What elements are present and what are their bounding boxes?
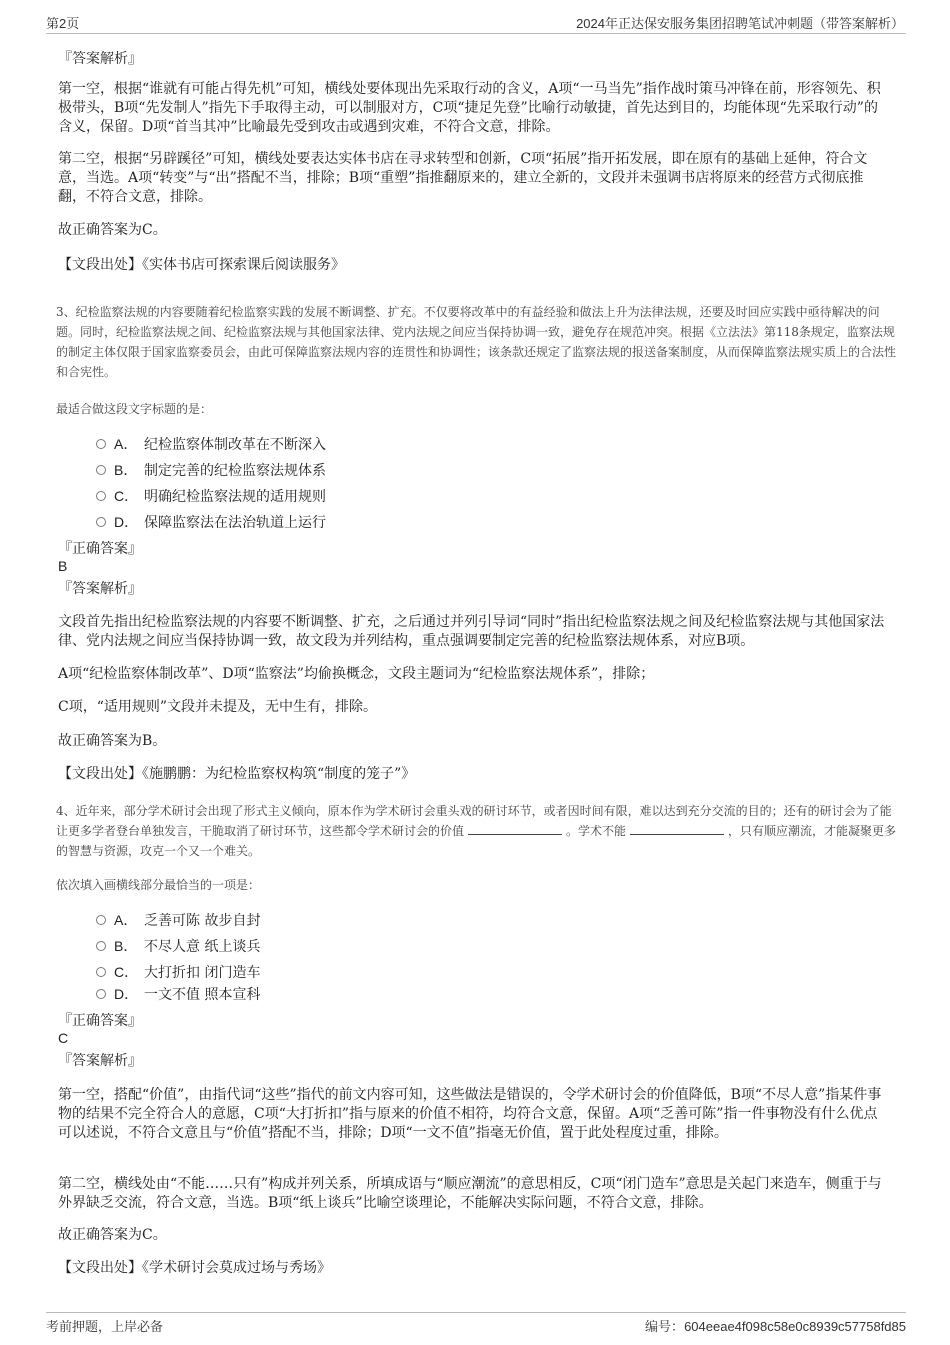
blank-1[interactable]: [468, 822, 562, 835]
q4-option-c[interactable]: C． 大打折扣 闭门造车: [96, 962, 260, 982]
page-number: 第2页: [46, 16, 80, 31]
q3-stem: 3、纪检监察法规的内容要随着纪检监察实践的发展不断调整、扩充。不仅要将改革中的有益经验和做法上升为法律法规，还要及时回应实践中亟待解决的问题。同时，纪检监察法规之间、纪检监察法规与其他国家法律、党内法规之间应当保持协调一致，避免存在规范冲突。根据《立法法》第118条规定，监察法规的制定主体仅限于国家监察委员会，由此可保障监察法规内容的连贯性和协调性；该条款还规定了监察法规的报送备案制度，从而保障监察法规实质上的合法性和合宪性。: [56, 305, 897, 379]
footer-slogan: 考前押题，上岸必备: [46, 1319, 164, 1334]
q4-source: 【文段出处】《学术研讨会莫成过场与秀场》: [58, 1260, 331, 1276]
q3-answer: B: [58, 558, 68, 574]
radio-icon[interactable]: [96, 465, 106, 475]
page-footer: [46, 1312, 906, 1335]
q3-option-a[interactable]: A． 纪检监察体制改革在不断深入: [96, 434, 326, 454]
q4-option-d[interactable]: D． 一文不值 照本宣科: [96, 984, 260, 1004]
q4-analysis-p1: 第一空，搭配“价值”，由指代词“这些”指代的前文内容可知，这些做法是错误的，令学术研讨会的价值降低，B项“不尽人意”指某件事物的结果不完全符合人的意愿，C项“大打折扣”指与原来的价值不相符，均符合文意，保留。A项“乏善可陈”指一件事物没有什么优点可以述说，不符合文意且与“价值”搭配不当，排除；D项“一文不值”指毫无价值，置于此处程度过重，排除。: [58, 1087, 882, 1141]
q3-conclusion: 故正确答案为B。: [58, 733, 167, 749]
q3-option-c[interactable]: C． 明确纪检监察法规的适用规则: [96, 486, 326, 506]
q2-conclusion: 故正确答案为C。: [58, 222, 167, 238]
page-header: [46, 11, 906, 34]
document-title: 2024年正达保安服务集团招聘笔试冲刺题（带答案解析）: [576, 16, 904, 31]
radio-icon[interactable]: [96, 439, 106, 449]
q3-answer-label: 『正确答案』: [58, 541, 142, 557]
radio-icon[interactable]: [96, 915, 106, 925]
q4-analysis-p2: 第二空，横线处由“不能……只有”构成并列关系，所填成语与“顺应潮流”的意思相反，C项“闭门造车”意思是关起门来造车，侧重于与外界缺乏交流，符合文意，当选。B项“纸上谈兵”比喻空谈理论，不能解决实际问题，不符合文意，排除。: [58, 1176, 882, 1211]
radio-icon[interactable]: [96, 517, 106, 527]
q4-stem: 4、近年来，部分学术研讨会出现了形式主义倾向，原本作为学术研讨会重头戏的研讨环节，或者因时间有限，难以达到充分交流的目的；还有的研讨会为了能让更多学者登台单独发言，干脆取消了研讨环节，这些都令学术研讨会的价值 。学术不能 ，只有顺应潮流，才能凝聚更多的智慧与资源，攻克一个又一个难关。: [56, 804, 897, 858]
q3-prompt: 最适合做这段文字标题的是：: [56, 402, 213, 416]
q4-answer: C: [58, 1030, 69, 1046]
q4-prompt: 依次填入画横线部分最恰当的一项是：: [56, 878, 261, 892]
q3-analysis-p1: 文段首先指出纪检监察法规的内容要不断调整、扩充，之后通过并列引导词“同时”指出纪检监察法规之间及纪检监察法规与其他国家法律、党内法规之间应当保持协调一致，故文段为并列结构，重点强调要制定完善的纪检监察法规体系，对应B项。: [58, 614, 885, 649]
radio-icon[interactable]: [96, 941, 106, 951]
q4-analysis-label: 『答案解析』: [58, 1053, 142, 1069]
q4-option-a[interactable]: A． 乏善可陈 故步自封: [96, 910, 260, 930]
document-code: 编号：604eeae4f098c58e0c8939c57758fd85: [645, 1319, 906, 1334]
q4-option-b[interactable]: B． 不尽人意 纸上谈兵: [96, 936, 260, 956]
radio-icon[interactable]: [96, 967, 106, 977]
q4-conclusion: 故正确答案为C。: [58, 1227, 167, 1243]
q4-answer-label: 『正确答案』: [58, 1013, 142, 1029]
q3-option-d[interactable]: D． 保障监察法在法治轨道上运行: [96, 512, 326, 532]
q3-source: 【文段出处】《施鹏鹏：为纪检监察权构筑“制度的笼子”》: [58, 766, 416, 782]
q2-analysis-label: 『答案解析』: [58, 51, 142, 67]
radio-icon[interactable]: [96, 989, 106, 999]
q2-source: 【文段出处】《实体书店可探索课后阅读服务》: [58, 257, 345, 273]
radio-icon[interactable]: [96, 491, 106, 501]
q3-option-b[interactable]: B． 制定完善的纪检监察法规体系: [96, 460, 326, 480]
q2-analysis-p1: 第一空，根据“谁就有可能占得先机”可知，横线处要体现出先采取行动的含义，A项“一马当先”指作战时策马冲锋在前，形容领先、积极带头，B项“先发制人”指先下手取得主动，可以制服对方，C项“捷足先登”比喻行动敏捷，首先达到目的，均能体现“先采取行动”的含义，保留。D项“首当其冲”比喻最先受到攻击或遇到灾难，不符合文意，排除。: [58, 81, 881, 135]
q3-analysis-label: 『答案解析』: [58, 581, 142, 597]
q3-analysis-p3: C项，“适用规则”文段并未提及，无中生有，排除。: [58, 699, 378, 715]
q2-analysis-p2: 第二空，根据“另辟蹊径”可知，横线处要表达实体书店在寻求转型和创新，C项“拓展”指开拓发展，即在原有的基础上延伸，符合文意，当选。A项“转变”与“出”搭配不当，排除；B项“重塑”指推翻原来的，建立全新的，文段并未强调书店将原来的经营方式彻底推翻，不符合文意，排除。: [58, 151, 868, 205]
q3-analysis-p2: A项“纪检监察体制改革”、D项“监察法”均偷换概念，文段主题词为“纪检监察法规体系”，排除；: [58, 666, 655, 682]
blank-2[interactable]: [630, 822, 724, 835]
